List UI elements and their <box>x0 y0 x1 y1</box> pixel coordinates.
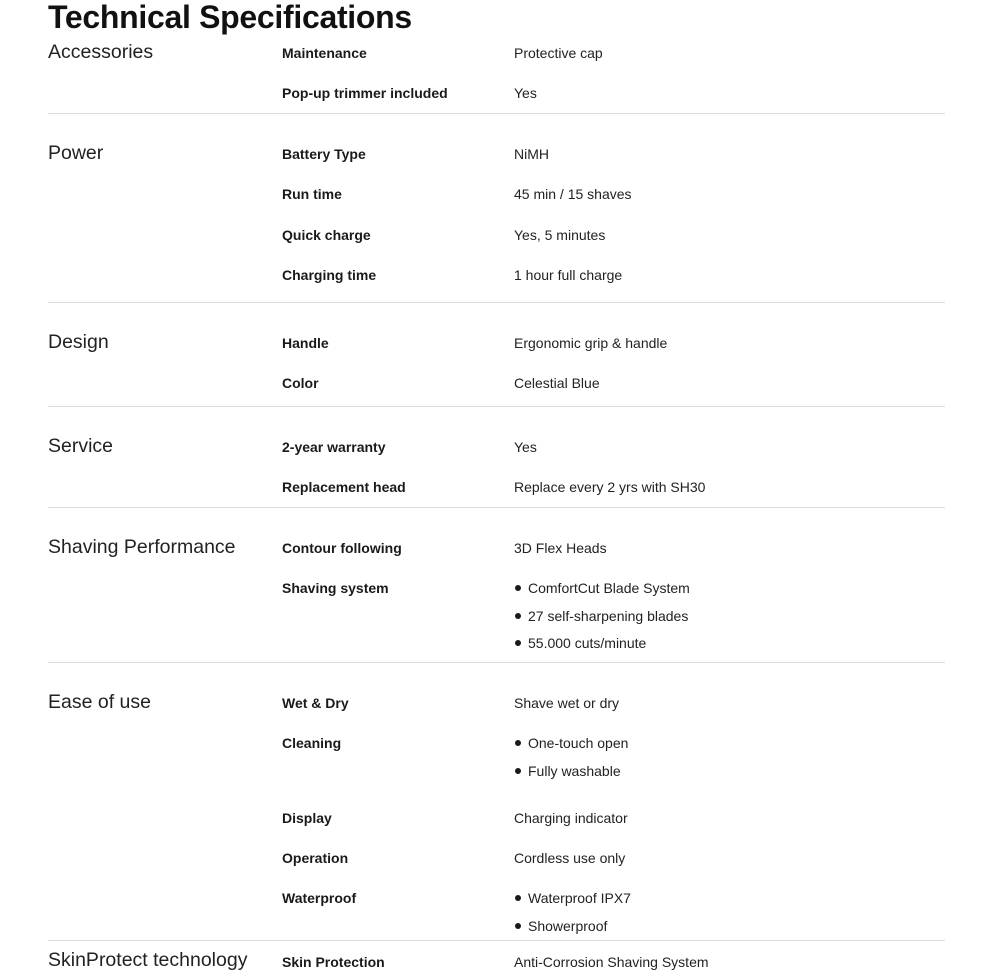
section-title: Ease of use <box>48 691 151 713</box>
spec-value: Cordless use only <box>514 850 626 866</box>
spec-label: Skin Protection <box>282 954 385 970</box>
spec-value: Yes <box>514 85 537 101</box>
spec-label: Pop-up trimmer included <box>282 85 448 101</box>
page-title: Technical Specifications <box>48 0 412 35</box>
bullet-item: Waterproof IPX7 <box>514 888 631 908</box>
spec-label: Maintenance <box>282 45 367 61</box>
spec-label: Waterproof <box>282 890 357 906</box>
spec-row <box>282 693 942 713</box>
spec-row <box>282 265 942 285</box>
section-title: Service <box>48 435 114 457</box>
spec-row <box>282 225 942 245</box>
spec-value: Charging indicator <box>514 810 628 826</box>
bullet-item: 27 self-sharpening blades <box>514 606 690 626</box>
spec-label: Quick charge <box>282 227 371 243</box>
spec-row <box>282 437 942 457</box>
section-title: Design <box>48 331 109 353</box>
spec-label: Operation <box>282 850 349 866</box>
section-divider <box>48 406 945 407</box>
bullet-item: Showerproof <box>514 916 631 936</box>
spec-label: Handle <box>282 335 329 351</box>
spec-row <box>282 373 942 393</box>
spec-value: Anti-Corrosion Shaving System <box>514 954 709 970</box>
spec-row <box>282 733 942 779</box>
spec-value: Protective cap <box>514 45 603 61</box>
spec-label: Replacement head <box>282 479 406 495</box>
spec-row <box>282 43 942 63</box>
spec-value: Yes <box>514 439 537 455</box>
spec-label: Shaving system <box>282 580 389 596</box>
bullet-item: ComfortCut Blade System <box>514 578 690 598</box>
bullet-item: 55.000 cuts/minute <box>514 633 690 653</box>
spec-value: Shave wet or dry <box>514 695 620 711</box>
section-divider <box>48 662 945 663</box>
spec-label: Cleaning <box>282 735 342 751</box>
section-title: Accessories <box>48 41 154 63</box>
spec-value: 1 hour full charge <box>514 267 623 283</box>
spec-row <box>282 578 942 651</box>
spec-label: Display <box>282 810 332 826</box>
spec-label: Color <box>282 375 319 391</box>
spec-value: NiMH <box>514 146 549 162</box>
spec-value: Yes, 5 minutes <box>514 227 606 243</box>
spec-label: 2-year warranty <box>282 439 386 455</box>
spec-label: Run time <box>282 186 342 202</box>
section-divider <box>48 113 945 114</box>
spec-row <box>282 184 942 204</box>
section-title: Power <box>48 142 104 164</box>
spec-value: Ergonomic grip & handle <box>514 335 668 351</box>
spec-row <box>282 888 942 934</box>
spec-bullet-list <box>514 578 690 661</box>
spec-label: Charging time <box>282 267 377 283</box>
bullet-item: Fully washable <box>514 761 628 781</box>
spec-value: Celestial Blue <box>514 375 600 391</box>
spec-value: 45 min / 15 shaves <box>514 186 632 202</box>
spec-bullet-list <box>514 888 631 943</box>
section-divider <box>48 507 945 508</box>
spec-row <box>282 144 942 164</box>
spec-row <box>282 848 942 868</box>
spec-label: Battery Type <box>282 146 366 162</box>
spec-row <box>282 333 942 353</box>
bullet-item: One-touch open <box>514 733 628 753</box>
section-divider <box>48 940 945 941</box>
section-title: SkinProtect technology <box>48 949 248 971</box>
spec-label: Wet & Dry <box>282 695 349 711</box>
spec-row <box>282 477 942 497</box>
spec-row <box>282 952 942 972</box>
spec-row <box>282 538 942 558</box>
spec-label: Contour following <box>282 540 402 556</box>
section-title: Shaving Performance <box>48 536 236 558</box>
spec-row <box>282 83 942 103</box>
spec-value: 3D Flex Heads <box>514 540 607 556</box>
spec-bullet-list <box>514 733 628 788</box>
spec-row <box>282 808 942 828</box>
section-divider <box>48 302 945 303</box>
spec-value: Replace every 2 yrs with SH30 <box>514 479 706 495</box>
